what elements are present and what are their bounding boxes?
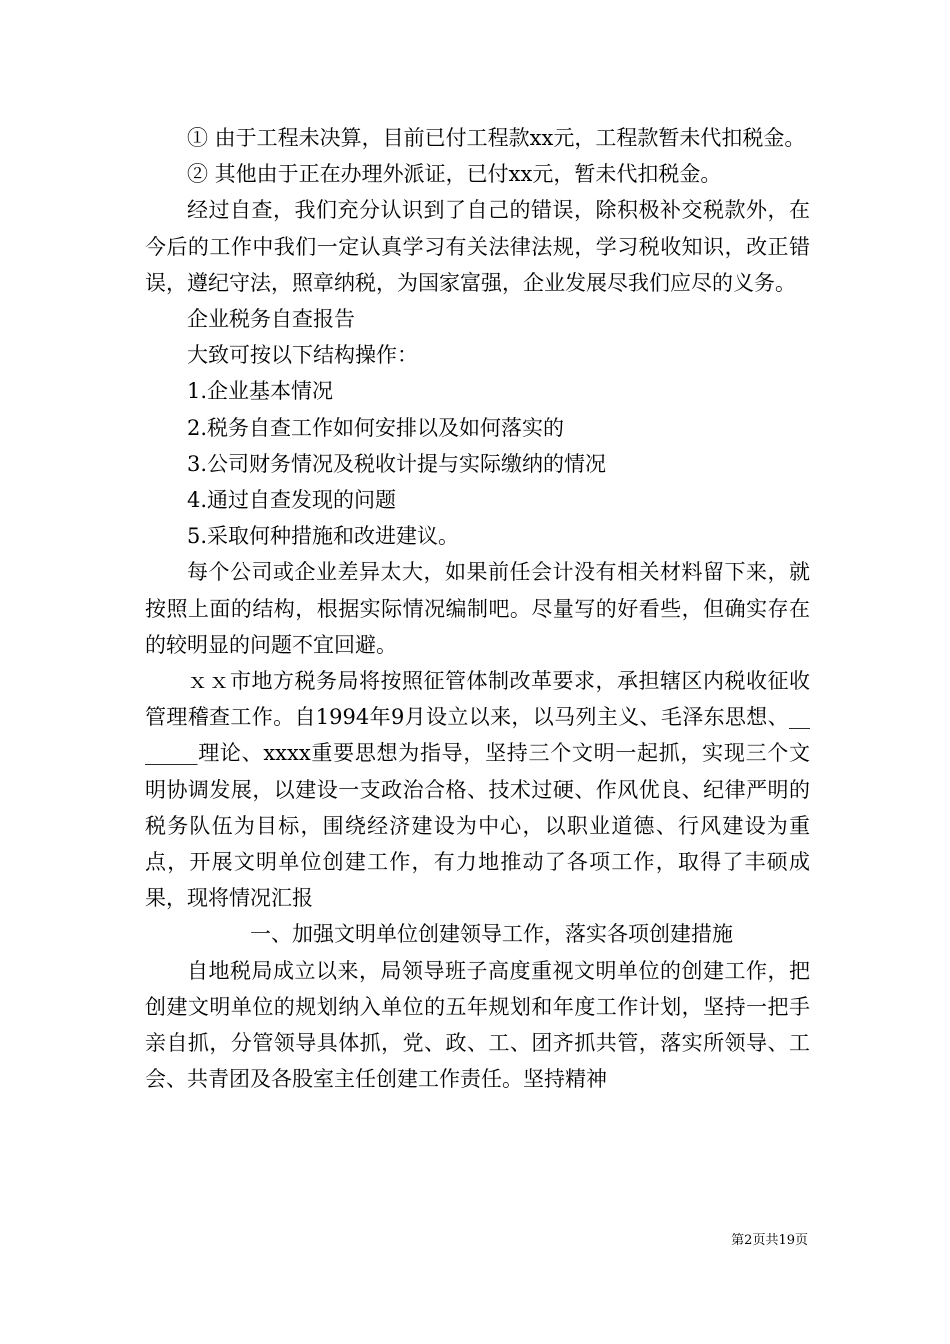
section-title: 企业税务自查报告 <box>187 307 355 332</box>
list-item-2: 2.税务自查工作如何安排以及如何落实的 <box>187 415 565 440</box>
paragraph-structure-intro: 大致可按以下结构操作： <box>187 343 418 368</box>
list-item-5: 5.采取何种措施和改进建议。 <box>187 524 460 549</box>
paragraph-tax-bureau: ｘｘ市地方税务局将按照征管体制改革要求，承担辖区内税收征收管理稽查工作。自1994年9月设立以来，以马列主义、毛泽东思想、_______理论、xxxx重要思想为指导，坚持三个文明一起抓，实现三个文明协调发展，以建设一支政治合格、技术过硬、作风优良、纪律严明的税务队伍为目标，围绕经济建设为中心，以职业道德、行风建设为重点，开展文明单位创建工作，有力地推动了各项工作，取得了丰硕成果，现将情况汇报 <box>145 669 810 911</box>
document-body <box>145 120 810 1097</box>
paragraph-leadership: 自地税局成立以来，局领导班子高度重视文明单位的创建工作，把创建文明单位的规划纳入单位的五年规划和年度工作计划，坚持一把手亲自抓，分管领导具体抓，党、政、工、团齐抓共管，落实所领导、工会、共青团及各股室主任创建工作责任。坚持精神 <box>145 958 810 1092</box>
section-heading-one: 一、加强文明单位创建领导工作，落实各项创建措施 <box>250 922 733 947</box>
paragraph-self-check: 经过自查，我们充分认识到了自己的错误，除积极补交税款外，在今后的工作中我们一定认真学习有关法律法规，学习税收知识，改正错误，遵纪守法，照章纳税，为国家富强，企业发展尽我们应尽的义务。 <box>145 198 810 295</box>
paragraph-item-2: ② 其他由于正在办理外派证，已付xx元，暂未代扣税金。 <box>187 162 722 187</box>
paragraph-item-1: ① 由于工程未决算，目前已付工程款xx元，工程款暂未代扣税金。 <box>187 126 806 150</box>
list-item-4: 4.通过自查发现的问题 <box>187 488 397 513</box>
list-item-1: 1.企业基本情况 <box>187 379 334 404</box>
paragraph-advice: 每个公司或企业差异太大，如果前任会计没有相关材料留下来，就按照上面的结构，根据实际情况编制吧。尽量写的好看些，但确实存在的较明显的问题不宜回避。 <box>145 560 810 657</box>
list-item-3: 3.公司财务情况及税收计提与实际缴纳的情况 <box>187 451 607 476</box>
page-number: 第2页共19页 <box>731 1233 808 1248</box>
